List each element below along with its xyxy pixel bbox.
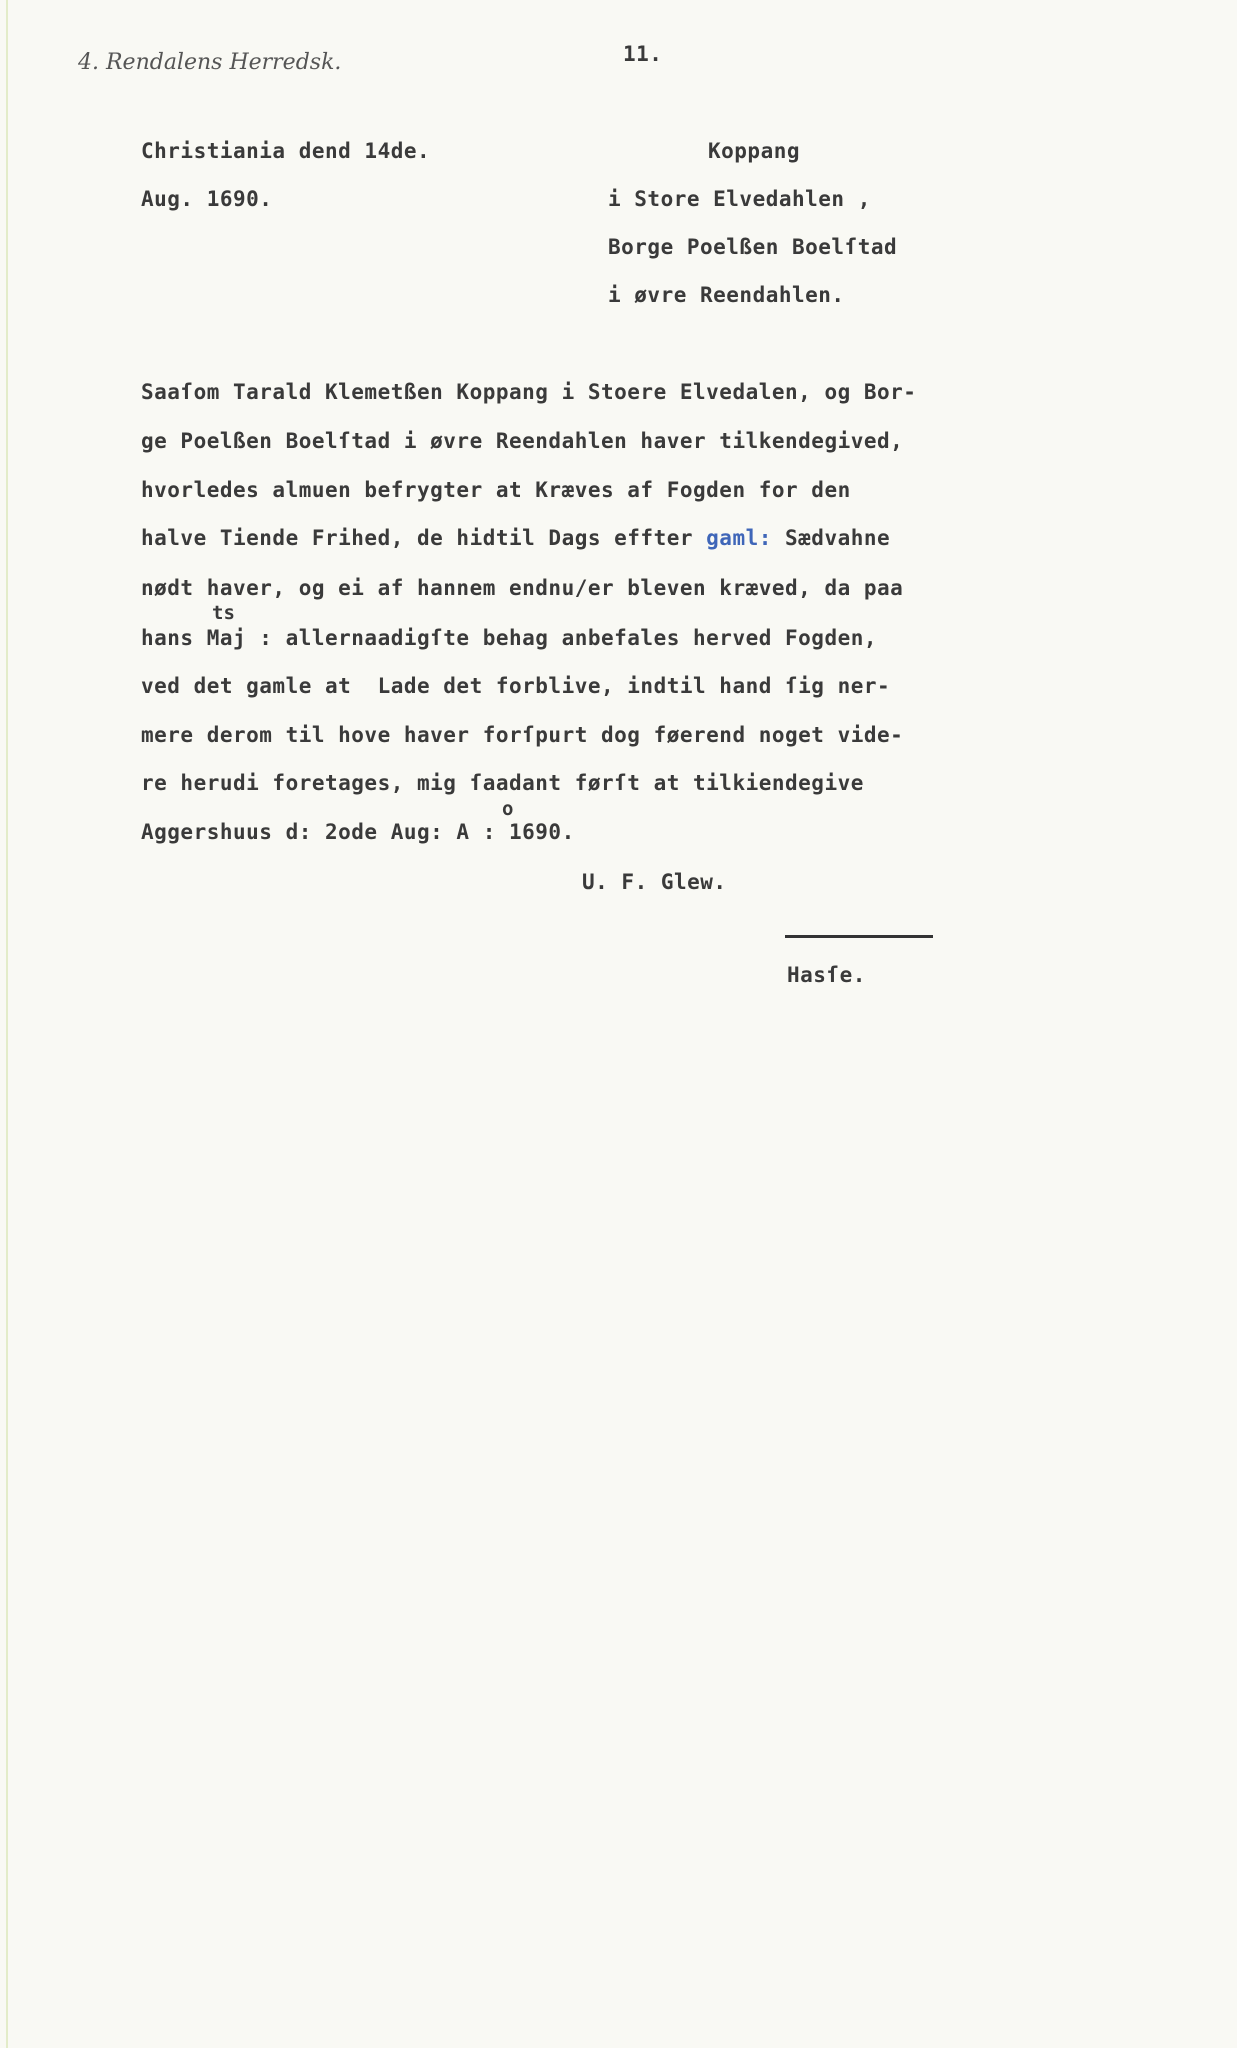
signature: U. F. Glew. xyxy=(582,870,727,894)
addressee-line-3: Borge Poelßen Boelſtad xyxy=(608,235,898,259)
archive-note: 4. Rendalens Herredsk. xyxy=(78,50,342,75)
body-line-4-pre: halve Tiende Frihed, de hidtil Dags effter xyxy=(141,526,707,550)
date-place-line-1: Christiania dend 14de. xyxy=(141,139,431,163)
addressee-line-2: i Store Elvedahlen , xyxy=(608,187,871,211)
body-line-1: Saaſom Tarald Klemetßen Koppang i Stoere Elvedalen, og Bor- xyxy=(141,380,917,404)
body-line-8: mere derom til hove haver forſpurt dog føerend noget vide- xyxy=(141,723,904,747)
body-line-6: hans Maj : allernaadigſte behag anbefales herved Fogden, xyxy=(141,626,878,650)
addressee-line-1: Koppang xyxy=(708,139,801,163)
body-line-4 xyxy=(141,528,890,549)
date-place-line-2: Aug. 1690. xyxy=(141,187,273,211)
page-fold-line xyxy=(6,0,8,2048)
body-line-2: ge Poelßen Boelſtad i øvre Reendahlen haver tilkendegived, xyxy=(141,429,904,453)
page-margin-right xyxy=(1237,0,1257,2048)
body-line-5: nødt haver, og ei af hannem endnu/er bleven kræved, da paa xyxy=(141,576,904,600)
body-line-7: ved det gamle at Lade det forblive, indtil hand ſig ner- xyxy=(141,674,891,698)
body-line-4-post: Sædvahne xyxy=(771,526,891,550)
page-number: 11. xyxy=(623,42,663,66)
addressee-line-4: i øvre Reendahlen. xyxy=(608,283,845,307)
blue-ink-word: gaml: xyxy=(706,526,772,550)
body-line-10: Aggershuus d: 2ode Aug: A : 1690. xyxy=(141,820,575,844)
body-line-9: re herudi foretages, mig ſaadant førſt at tilkiendegive xyxy=(141,771,864,795)
countersignature: Hasſe. xyxy=(787,963,866,987)
body-line-3: hvorledes almuen befrygter at Kræves af Fogden for den xyxy=(141,478,851,502)
superscript-ts: ts xyxy=(212,602,235,624)
superscript-o: o xyxy=(502,798,514,820)
signature-rule xyxy=(785,935,933,938)
